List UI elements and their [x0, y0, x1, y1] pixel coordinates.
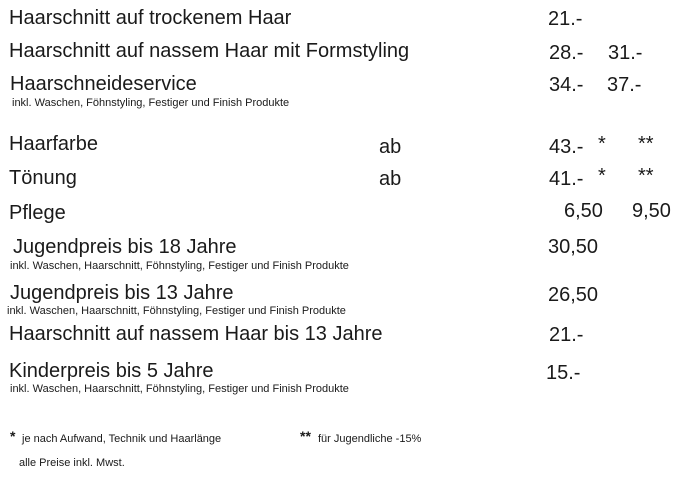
price-prefix: ab	[379, 136, 402, 158]
service-note: inkl. Waschen, Haarschnitt, Föhnstyling, Festiger und Finish Produkte	[7, 305, 346, 317]
price: 21.-	[549, 324, 584, 346]
footnote-marker-2: **	[638, 165, 654, 187]
service-label: Pflege	[9, 202, 66, 224]
price: 43.-	[549, 136, 584, 158]
price: 28.-	[549, 42, 584, 64]
footnote-marker-2: **	[638, 133, 654, 155]
price: 30,50	[548, 236, 599, 258]
footnote-symbol-1: *	[10, 428, 16, 444]
footnote-text-2: für Jugendliche -15%	[318, 433, 422, 445]
service-note: inkl. Waschen, Haarschnitt, Föhnstyling, Festiger und Finish Produkte	[10, 260, 349, 272]
service-label: Haarschneideservice	[10, 73, 197, 95]
service-note: inkl. Waschen, Föhnstyling, Festiger und Finish Produkte	[12, 97, 290, 109]
price-alt: 9,50	[632, 200, 671, 222]
service-note: inkl. Waschen, Haarschnitt, Föhnstyling, Festiger und Finish Produkte	[10, 383, 349, 395]
price: 21.-	[548, 8, 583, 30]
price: 26,50	[548, 284, 599, 306]
price: 41.-	[549, 168, 584, 190]
price-alt: 31.-	[608, 42, 643, 64]
service-label: Haarschnitt auf trockenem Haar	[9, 7, 292, 29]
service-label: Jugendpreis bis 18 Jahre	[13, 236, 237, 258]
footnote-symbol-2: **	[300, 428, 311, 444]
footnote-text-1: je nach Aufwand, Technik und Haarlänge	[22, 433, 222, 445]
price: 6,50	[564, 200, 603, 222]
footnote-marker-1: *	[598, 165, 606, 187]
footnote-marker-1: *	[598, 133, 606, 155]
service-label: Haarfarbe	[9, 133, 98, 155]
tax-note: alle Preise inkl. Mwst.	[19, 457, 125, 469]
price-alt: 37.-	[607, 74, 642, 96]
service-label: Haarschnitt auf nassem Haar mit Formstyling	[9, 40, 410, 62]
price: 15.-	[546, 362, 581, 384]
service-label: Kinderpreis bis 5 Jahre	[9, 360, 214, 382]
price: 34.-	[549, 74, 584, 96]
price-prefix: ab	[379, 168, 402, 190]
service-label: Jugendpreis bis 13 Jahre	[10, 282, 234, 304]
service-label: Haarschnitt auf nassem Haar bis 13 Jahre	[9, 323, 383, 345]
service-label: Tönung	[9, 167, 77, 189]
